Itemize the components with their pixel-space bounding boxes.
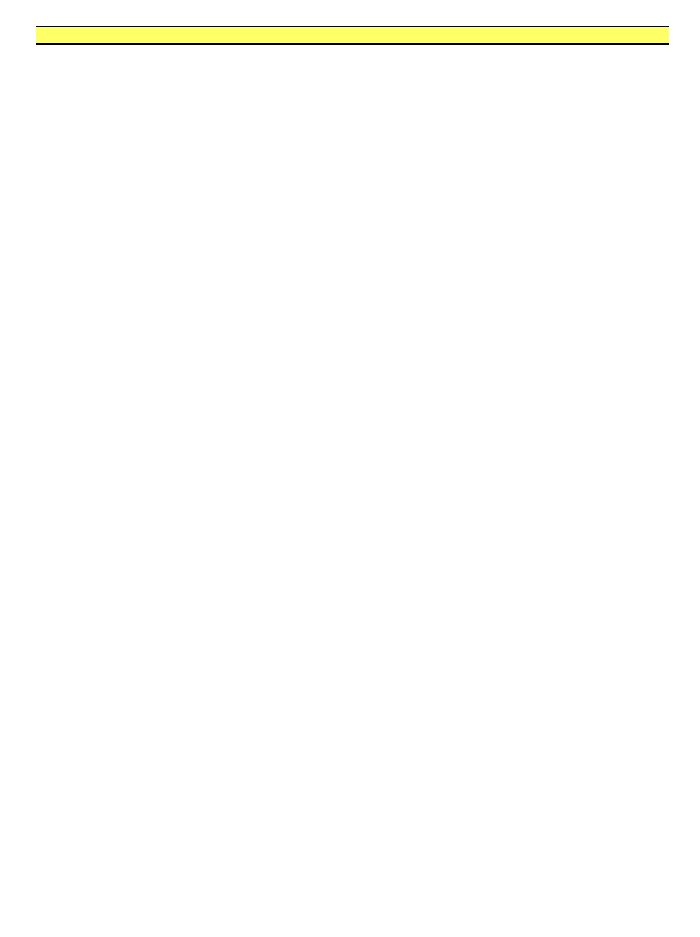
top-table	[36, 44, 669, 45]
document-page	[36, 26, 669, 45]
table-header	[36, 26, 669, 44]
